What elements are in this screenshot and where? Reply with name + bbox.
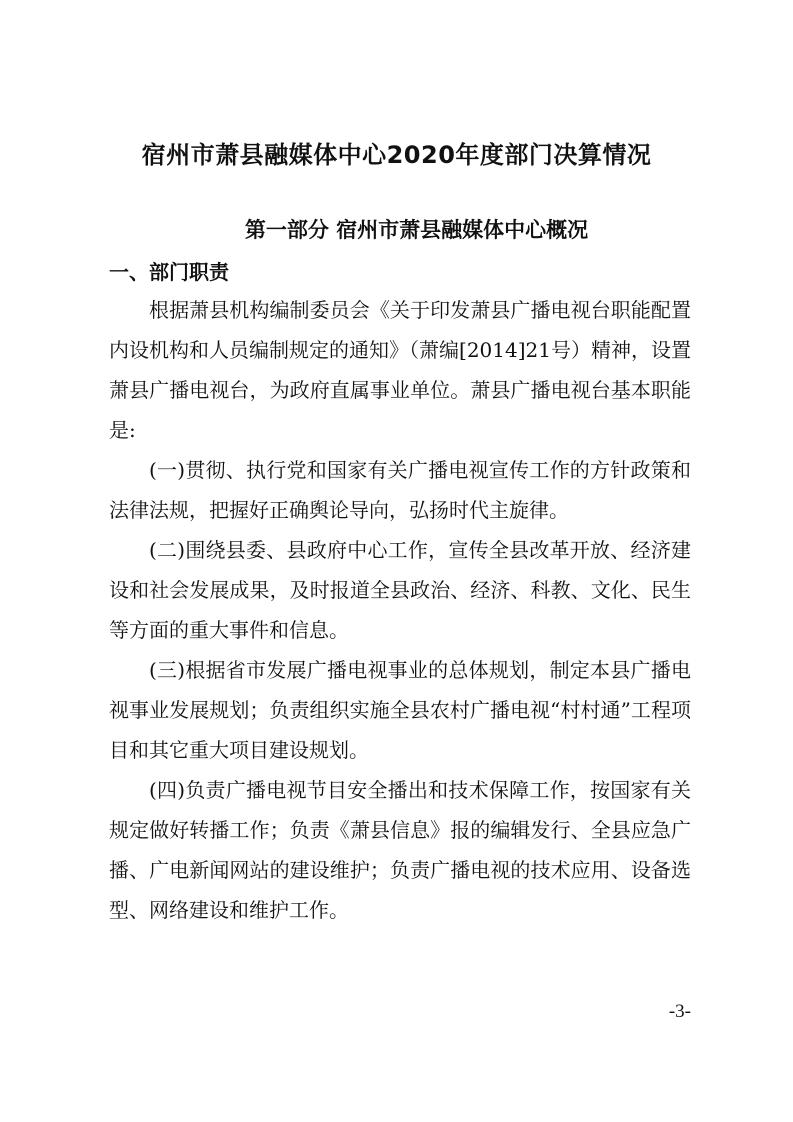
paragraph-duty-2: (二)围绕县委、县政府中心工作，宣传全县改革开放、经济建设和社会发展成果，及时报道全县政治、经济、科教、文化、民生等方面的重大事件和信息。 [109,538,691,642]
page-number: -3- [668,1001,691,1022]
paragraph-duty-3: (三)根据省市发展广播电视事业的总体规划，制定本县广播电视事业发展规划；负责组织实施全县农村广播电视“村村通”工程项目和其它重大项目建设规划。 [109,658,691,762]
paragraph-duty-4: (四)负责广播电视节目安全播出和技术保障工作，按国家有关规定做好转播工作；负责《萧县信息》报的编辑发行、全县应急广播、广电新闻网站的建设维护；负责广播电视的技术应用、设备选型、网络建设和维护工作。 [109,778,691,922]
document-title: 宿州市萧县融媒体中心2020年度部门决算情况 [141,141,652,169]
document-body [109,290,691,930]
section-heading: 一、部门职责 [109,260,229,284]
part-title: 第一部分 宿州市萧县融媒体中心概况 [244,218,589,242]
paragraph-duty-1: (一)贯彻、执行党和国家有关广播电视宣传工作的方针政策和法律法规，把握好正确舆论导向，弘扬时代主旋律。 [109,458,691,522]
paragraph-intro: 根据萧县机构编制委员会《关于印发萧县广播电视台职能配置内设机构和人员编制规定的通知》（萧编[2014]21号）精神，设置萧县广播电视台，为政府直属事业单位。萧县广播电视台基本职能是: [109,298,691,442]
